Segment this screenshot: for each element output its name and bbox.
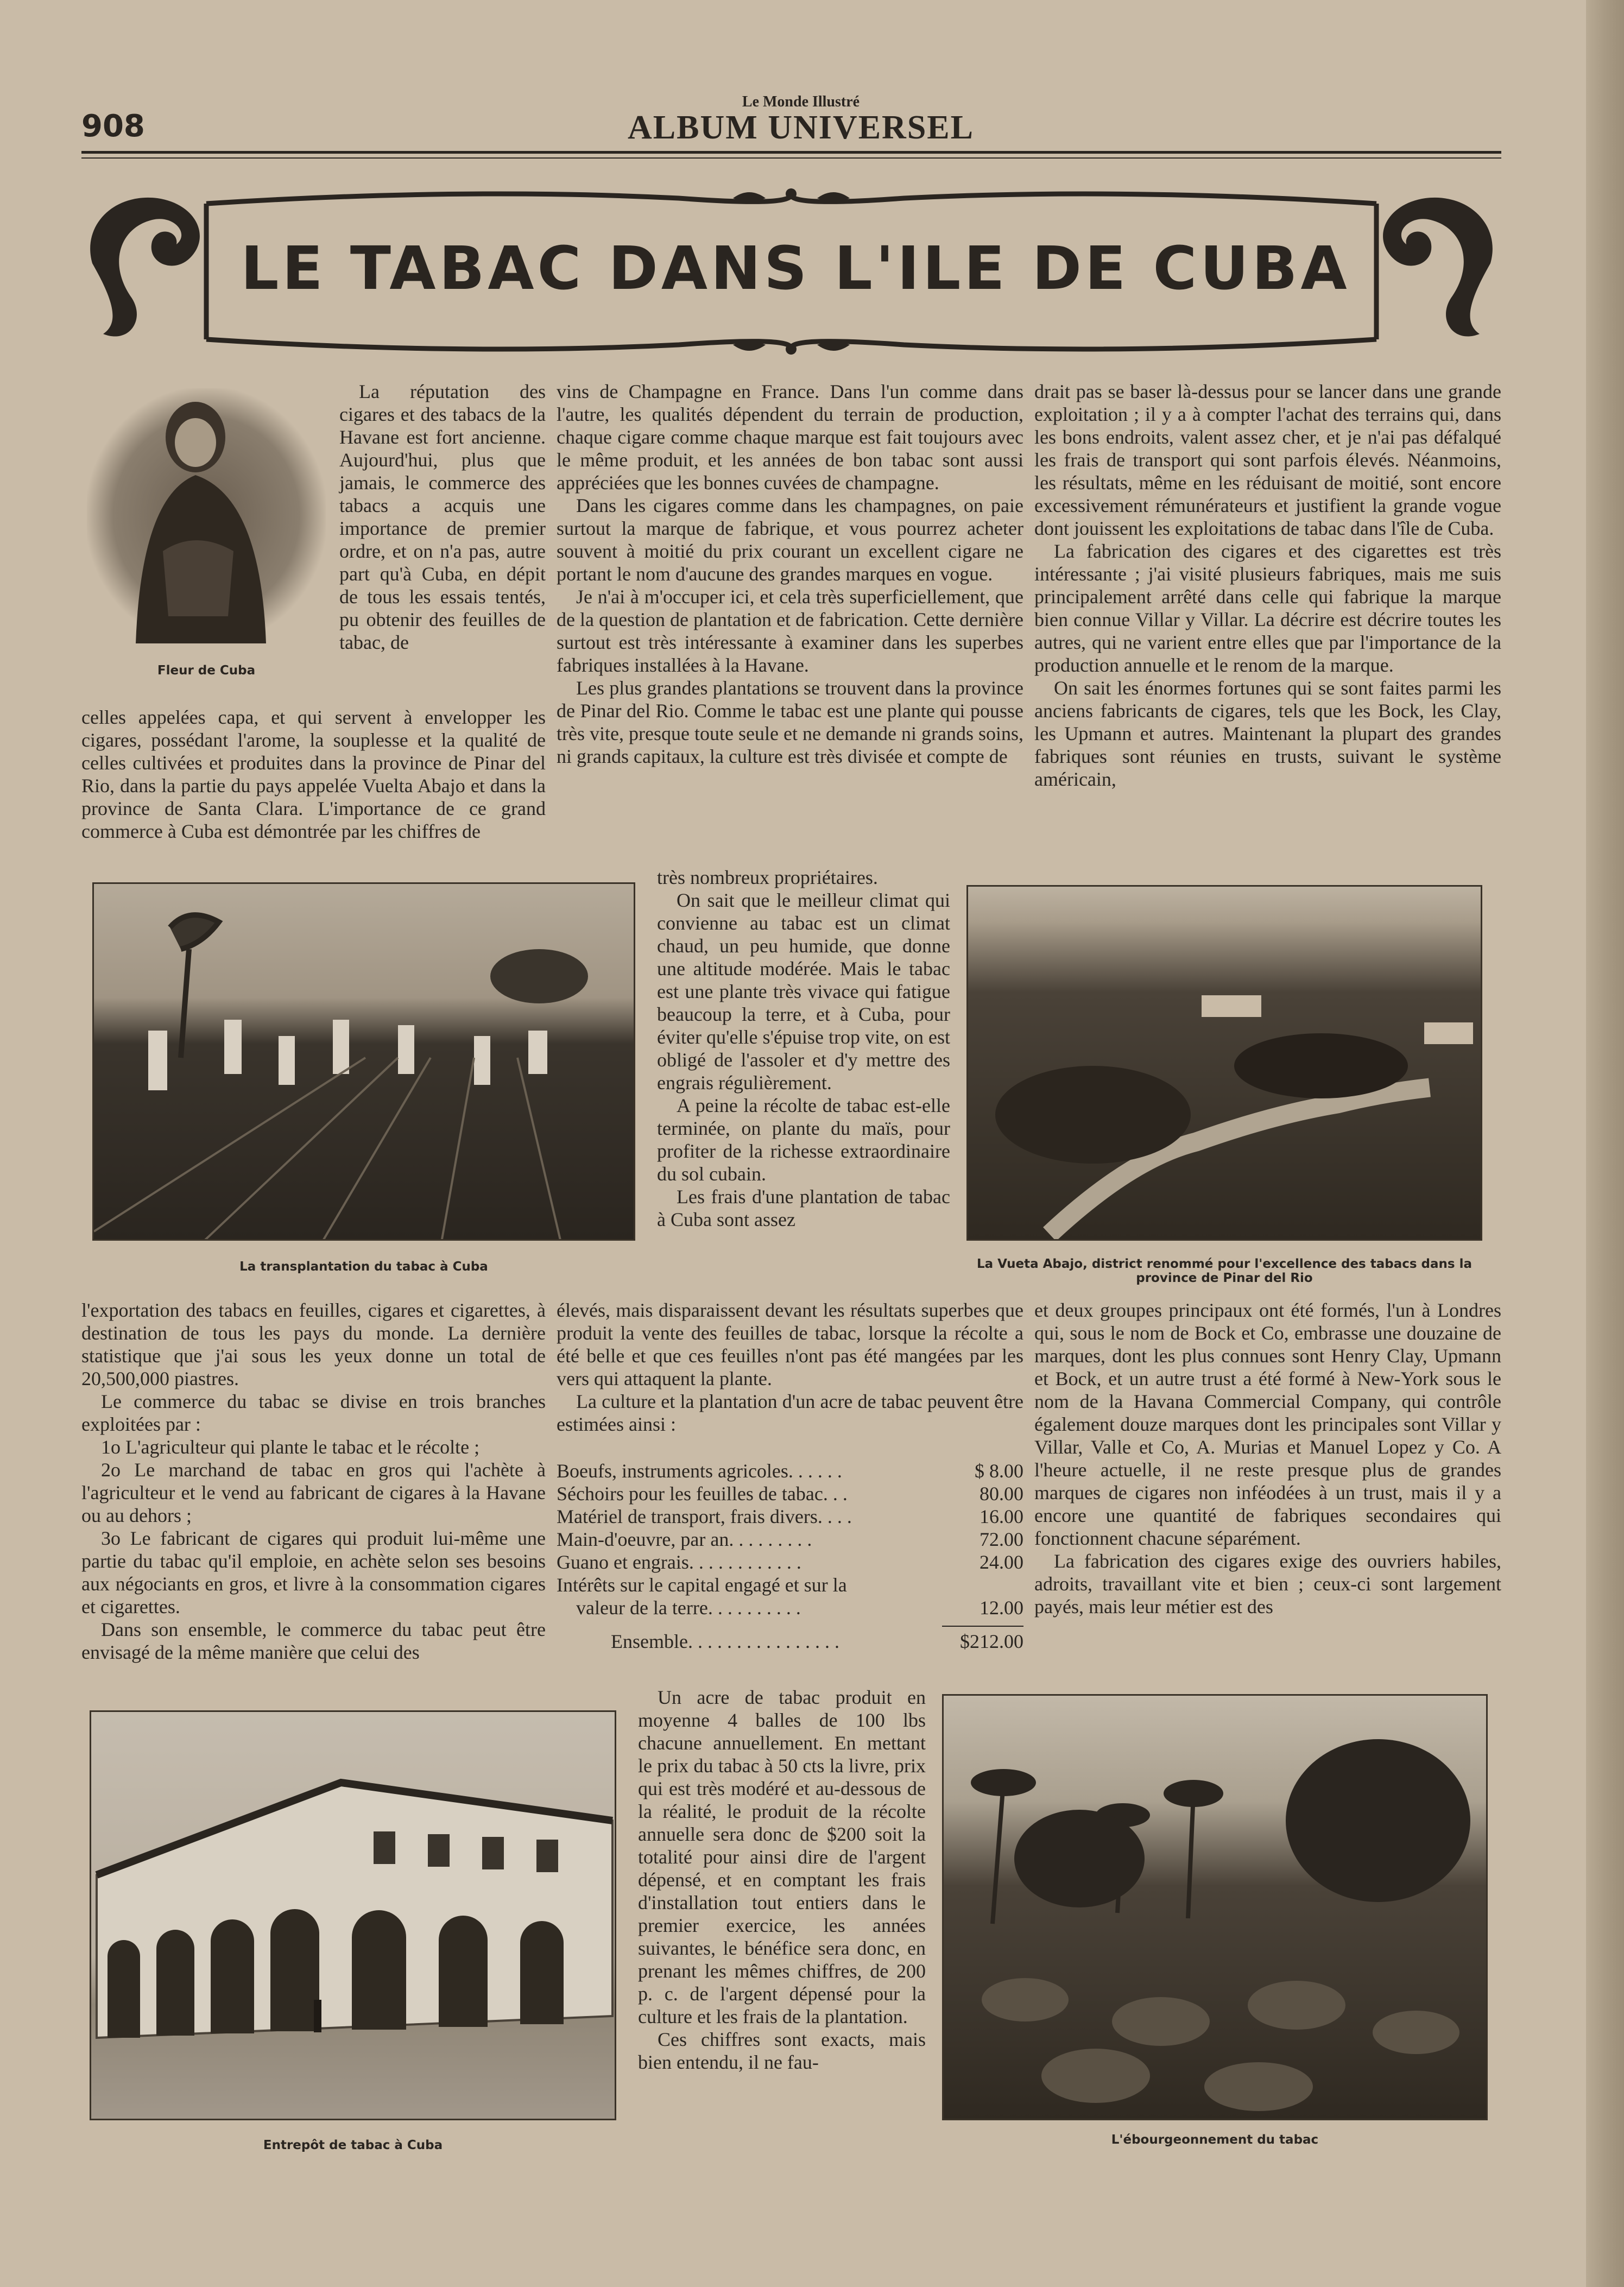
col2-paragraph-4-narrow: très nombreux propriétaires.: [657, 867, 878, 888]
col3-text-top: [1034, 380, 1501, 791]
header-rule-thick: [81, 151, 1501, 154]
col2-paragraph-7-narrow: Les frais d'une plantation de tabac à Cuba sont assez: [657, 1186, 950, 1230]
page-edge: [1586, 0, 1624, 2287]
col2-paragraph-9: Un acre de tabac produit en moyenne 4 balles de 100 lbs chacune annuellement. En mettant le prix du tabac à 50 cts la livre, prix qui est très modéré et au-dessous de la réalité, le produit de la récolte annuelle sera donc de $200 soit la totalité pour ainsi dire de l'argent dépensé, et en comptant les frais d'installation tout entiers dans le premier exercice, les années suivantes, le bénéfice sera donc, en prenant les mêmes chiffres, de 200 p. c. de l'argent dépensé pour la culture et les frais de la plantation.: [638, 1686, 926, 2027]
col1-text-bottom: [81, 706, 546, 843]
entrepot-caption: Entrepôt de tabac à Cuba: [263, 2138, 443, 2152]
col2-paragraph-5: On sait que le meilleur climat qui convienne au tabac est un climat chaud, un peu humide, que donne une altitude modérée. Mais le tabac est une plante très vivace qui fatigue beaucoup la terre, et à Cuba, pour éviter qu'elle s'épuise trop vite, on est obligé de l'assoler et d'y mettre des engrais régulièrement.: [657, 889, 950, 1094]
cost-row: Boeufs, instruments agricoles. . . . . . $ 8.00: [557, 1460, 1023, 1482]
col1-paragraph-6: Dans son ensemble, le commerce du tabac peut être envisagé de la même manière que celui des: [81, 1619, 546, 1663]
header-rule-thin: [81, 157, 1501, 159]
cost-row: Main-d'oeuvre, par an. . . . . . . . . 72.00: [557, 1528, 1023, 1550]
col2-paragraph-2: Dans les cigares comme dans les champagnes, on paie surtout la marque de fabrique, et vous pourrez acheter souvent à moitié du prix courant un excellent cigare ne portant le nom d'aucune des grandes marques en vogue.: [557, 495, 1023, 585]
tobacco-field-scene: [944, 1696, 1488, 2120]
portrait-figure: [87, 388, 326, 643]
article-title: LE TABAC DANS L'ILE DE CUBA: [241, 233, 1350, 303]
portrait-photo: [87, 388, 326, 643]
col2-text-top: [557, 380, 1023, 768]
col1-paragraph-2: Le commerce du tabac se divise en trois branches exploitées par :: [81, 1391, 546, 1435]
vuelta-abajo-caption: La Vueta Abajo, district renommé pour l'excellence des tabacs dans la province de Pinar del Rio: [976, 1257, 1473, 1285]
col1-text-top: [339, 380, 546, 654]
publication-supertitle: Le Monde Illustré: [742, 93, 860, 110]
transplant-photo: [92, 882, 635, 1241]
col1-paragraph-1-top: La réputation des cigares et des tabacs de la Havane est fort ancienne. Aujourd'hui, plus que jamais, le commerce des tabacs a acquis une importance de premier ordre, et on n'a pas, autre part qu'à Cuba, en dépit de tous les essais tentés, pu obtenir des feuilles de tabac, de: [339, 381, 546, 653]
col2-paragraph-10: Ces chiffres sont exacts, mais bien entendu, il ne fau-: [638, 2029, 926, 2073]
ebourgeonnement-caption: L'ébourgeonnement du tabac: [1111, 2133, 1319, 2147]
col2-paragraph-8: La culture et la plantation d'un acre de tabac peuvent être estimées ainsi :: [557, 1391, 1023, 1435]
col2-paragraph-4-top: Les plus grandes plantations se trouvent dans la province de Pinar del Rio. Comme le tabac est une plante qui pousse très vite, presque toute seule et ne demande ni grands soins, ni grands capitaux, la culture est très divisée et compte de: [557, 677, 1023, 767]
entrepot-photo: [90, 1710, 616, 2120]
cost-row: valeur de la terre. . . . . . . . . . 12.00: [576, 1597, 1023, 1619]
cost-total-rule: [942, 1626, 1023, 1627]
entrepot-building: [91, 1712, 616, 2120]
col1-paragraph-1-bottom: celles appelées capa, et qui servent à envelopper les cigares, possédant l'arome, la souplesse et la qualité de celles cultivées et produites dans la province de Pinar del Rio, dans la partie du pays appelée Vuelta Abajo et dans la province de Santa Clara. L'importance de ce grand commerce à Cuba est démontrée par les chiffres de: [81, 706, 546, 842]
col3-paragraph-3: On sait les énormes fortunes qui se sont faites parmi les anciens fabricants de cigares, tels que les Bock, les Clay, les Upmann et autres. Maintenant la plupart des grandes fabriques sont réunies en trusts, suivant le système américain,: [1034, 677, 1501, 790]
vuelta-abajo-photo: [966, 885, 1482, 1241]
cost-row: Matériel de transport, frais divers. . . . 16.00: [557, 1506, 1023, 1527]
vuelta-landscape-scene: [968, 887, 1482, 1241]
col2-paragraph-3: Je n'ai à m'occuper ici, et cela très superficiellement, que de la question de plantation et de fabrication. Cette dernière surtout est très intéressante à examiner dans les superbes fabriques installées à la Havane.: [557, 586, 1023, 676]
ebourgeonnement-photo: [942, 1694, 1488, 2120]
col3-paragraph-2: La fabrication des cigares et des cigarettes est très intéressante ; j'ai visité plusieurs fabriques, mais me suis principalement arrêté dans celle qui fabrique la marque bien connue Villar y Villar. La décrire est décrire toutes les autres, qui ne varient entre elles que par l'importance de la production annuelle et le renom de la marque.: [1034, 540, 1501, 676]
portrait-caption: Fleur de Cuba: [157, 664, 256, 678]
cost-row: Séchoirs pour les feuilles de tabac. . . 80.00: [557, 1483, 1023, 1505]
col2-paragraph-1: vins de Champagne en France. Dans l'un comme dans l'autre, les qualités dépendent du terrain de production, chaque cigare comme chaque marque est fait toujours avec le même produit, et les années de bon tabac sont aussi appréciées que les bonnes cuvées de champagne.: [557, 381, 1023, 494]
publication-title: ALBUM UNIVERSEL: [627, 109, 975, 146]
transplant-field-scene: [94, 884, 635, 1241]
transplant-caption: La transplantation du tabac à Cuba: [239, 1260, 488, 1274]
col3-paragraph-3-cont: et deux groupes principaux ont été formés, l'un à Londres qui, sous le nom de Bock et Co, embrasse une douzaine de marques, dont les plus connues sont Henry Clay, Upmann et Bock, et un autre trust a été formé à New-York sous le nom de la Havana Commercial Company, qui contrôle également douze marques dont les principales sont Villar y Villar, Valle et Co, A. Murias et Manuel Lopez y Co. A l'heure actuelle, il ne reste presque plus de grandes marques de cigares non inféodées à un trust, mais il y a encore une quantité de fabriques secondaires qui fonctionnent chacune séparément.: [1034, 1299, 1501, 1549]
col3-text-lower: [1034, 1299, 1501, 1618]
col1-text-lower: [81, 1299, 546, 1664]
col2-paragraph-6: A peine la récolte de tabac est-elle terminée, on plante du maïs, pour profiter de la richesse extraordinaire du sol cubain.: [657, 1095, 950, 1185]
cost-total-row: Ensemble. . . . . . . . . . . . . . . . $212.00: [611, 1631, 1023, 1652]
cost-table: [557, 1460, 1023, 1653]
col3-paragraph-1: drait pas se baser là-dessus pour se lancer dans une grande exploitation ; il y a à compter l'achat des terrains qui, dans les bons endroits, valent assez cher, et je n'ai pas défalqué les frais de transport qui sont parfois élevés. Néanmoins, les résultats, même en les réduisant de moitié, sont encore excessivement rémunérateurs et justifient la grande vogue dont jouissent les exploitations de tabac dans l'île de Cuba.: [1034, 381, 1501, 539]
col2-narrow-bottom: [638, 1686, 926, 2074]
cost-row: Intérêts sur le capital engagé et sur la: [557, 1574, 847, 1596]
page-number: 908: [81, 109, 145, 144]
col1-paragraph-3: 1o L'agriculteur qui plante le tabac et le récolte ;: [101, 1436, 480, 1458]
col2-paragraph-7-cont: élevés, mais disparaissent devant les résultats superbes que produit la vente des feuilles de tabac, lorsque la récolte a été belle et que ces feuilles n'ont pas été mangées par les vers qui attaquent la plante.: [557, 1299, 1023, 1389]
col1-paragraph-1-cont: l'exportation des tabacs en feuilles, cigares et cigarettes, à destination de tous les pays du monde. La dernière statistique que j'ai sous les yeux donne un total de 20,500,000 piastres.: [81, 1299, 546, 1389]
col1-paragraph-4: 2o Le marchand de tabac en gros qui l'achète à l'agriculteur et le vend au fabricant de cigares à la Havane ou au dehors ;: [81, 1459, 546, 1526]
col2-text-lower: [557, 1299, 1023, 1436]
col1-paragraph-5: 3o Le fabricant de cigares qui produit lui-même une partie du tabac qu'il emploie, en achète selon ses besoins aux négociants en gros, et livre à la consommation cigares et cigarettes.: [81, 1527, 546, 1618]
cost-row: Guano et engrais. . . . . . . . . . . . 24.00: [557, 1551, 1023, 1573]
col3-paragraph-4: La fabrication des cigares exige des ouvriers habiles, adroits, travaillant vite et bien ; ceux-ci sont largement payés, mais leur métier est des: [1034, 1550, 1501, 1618]
col2-narrow-middle: [657, 866, 950, 1231]
